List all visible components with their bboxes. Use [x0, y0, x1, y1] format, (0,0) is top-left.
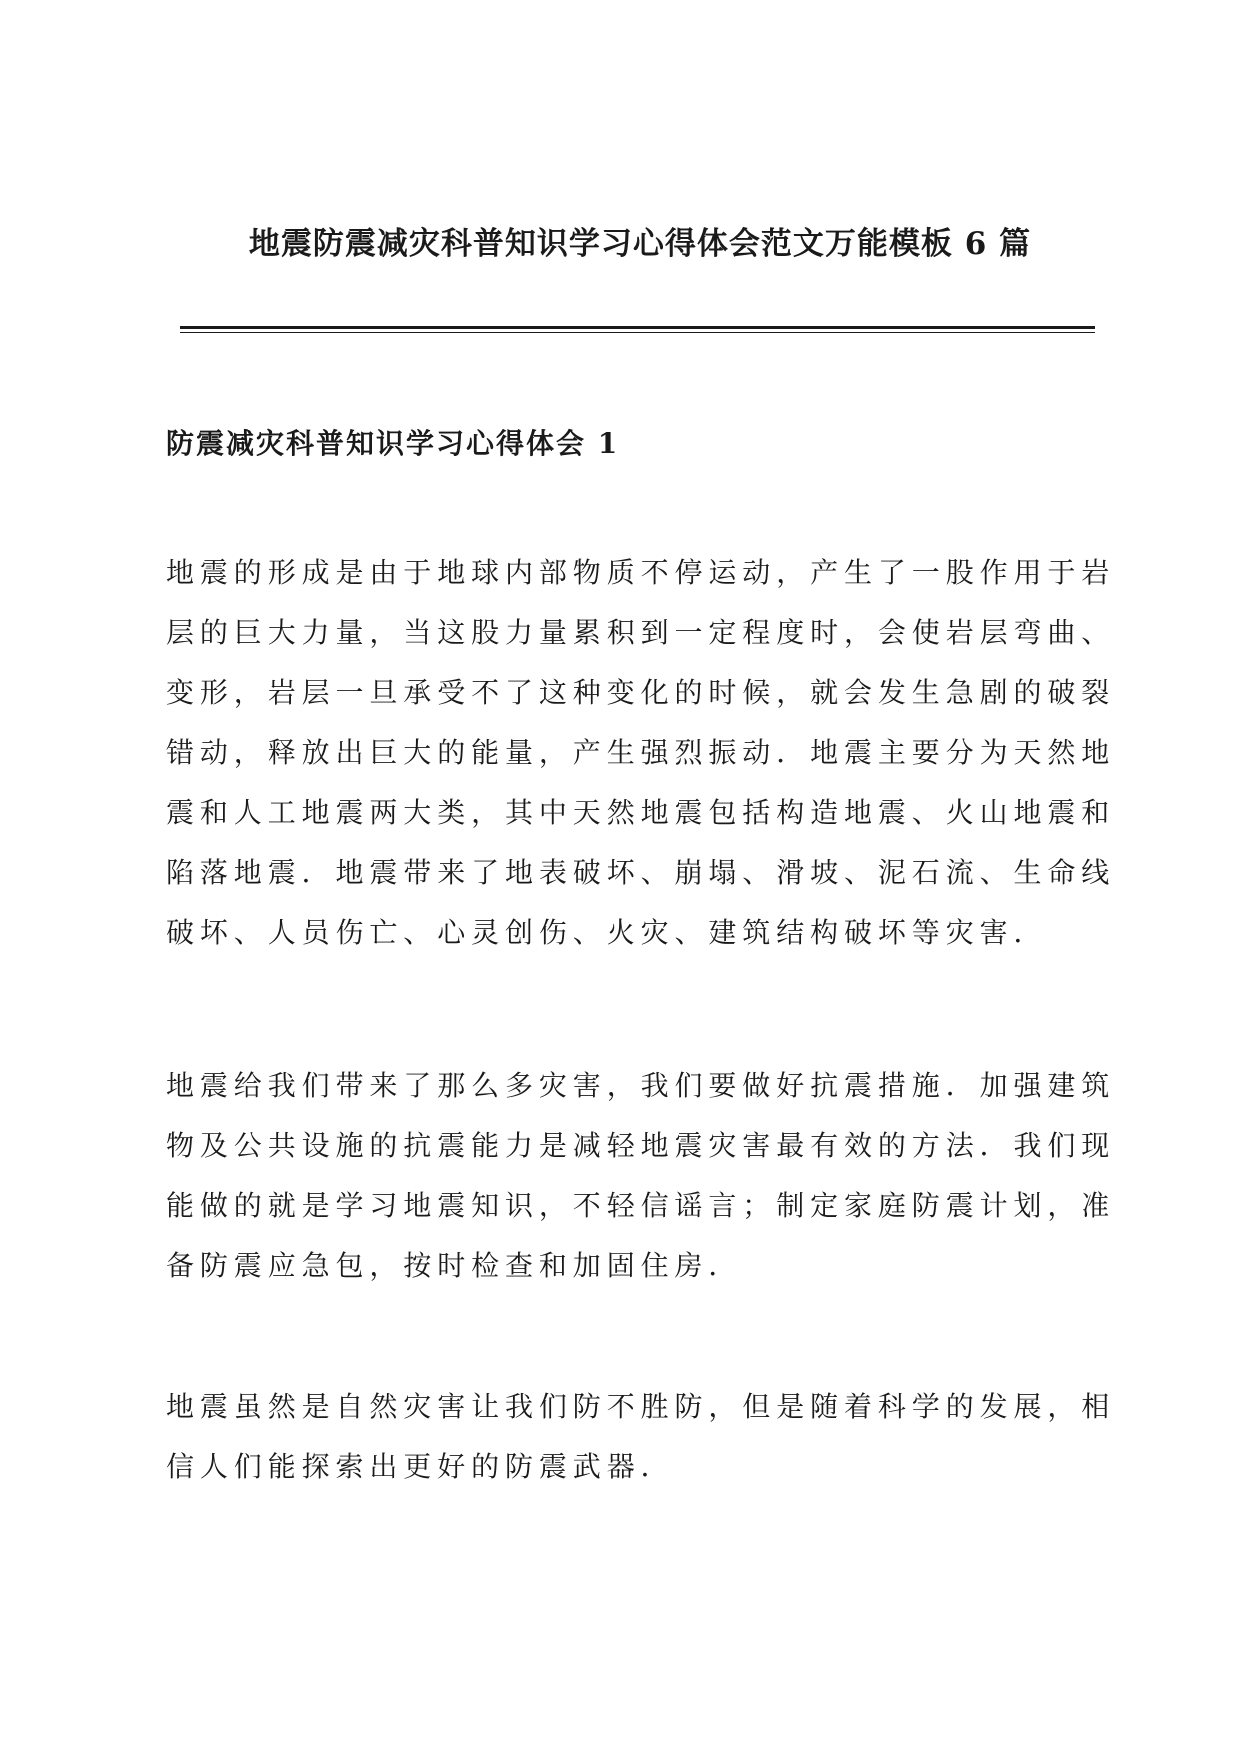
paragraph [166, 1056, 1116, 1296]
paragraph-line: 变形，岩层一旦承受不了这种变化的时候，就会发生急剧的破裂 [166, 676, 1116, 709]
title-double-rule [180, 326, 1095, 333]
paragraph-line: 错动，释放出巨大的能量，产生强烈振动．地震主要分为天然地 [166, 736, 1116, 769]
paragraph-line: 能做的就是学习地震知识，不轻信谣言；制定家庭防震计划，准 [166, 1189, 1116, 1222]
paragraph [166, 1377, 1116, 1497]
paragraph-line: 震和人工地震两大类，其中天然地震包括构造地震、火山地震和 [166, 796, 1116, 829]
document-title: 地震防震减灾科普知识学习心得体会范文万能模板 6 篇 [248, 226, 1032, 262]
paragraph-line: 物及公共设施的抗震能力是减轻地震灾害最有效的方法．我们现 [166, 1129, 1116, 1162]
paragraph-line: 信人们能探索出更好的防震武器． [166, 1450, 675, 1483]
paragraph-line: 地震虽然是自然灾害让我们防不胜防，但是随着科学的发展，相 [166, 1390, 1116, 1423]
paragraph-line: 地震给我们带来了那么多灾害，我们要做好抗震措施．加强建筑 [166, 1069, 1116, 1102]
paragraph-line: 地震的形成是由于地球内部物质不停运动，产生了一股作用于岩 [166, 556, 1116, 589]
paragraph-line: 破坏、人员伤亡、心灵创伤、火灾、建筑结构破坏等灾害． [166, 916, 1048, 949]
section-heading: 防震减灾科普知识学习心得体会 1 [166, 427, 620, 460]
paragraph-line: 陷落地震．地震带来了地表破坏、崩塌、滑坡、泥石流、生命线 [166, 856, 1116, 889]
paragraph-line: 层的巨大力量，当这股力量累积到一定程度时，会使岩层弯曲、 [166, 616, 1116, 649]
paragraph-line: 备防震应急包，按时检查和加固住房． [166, 1249, 743, 1282]
paragraph [166, 543, 1116, 963]
